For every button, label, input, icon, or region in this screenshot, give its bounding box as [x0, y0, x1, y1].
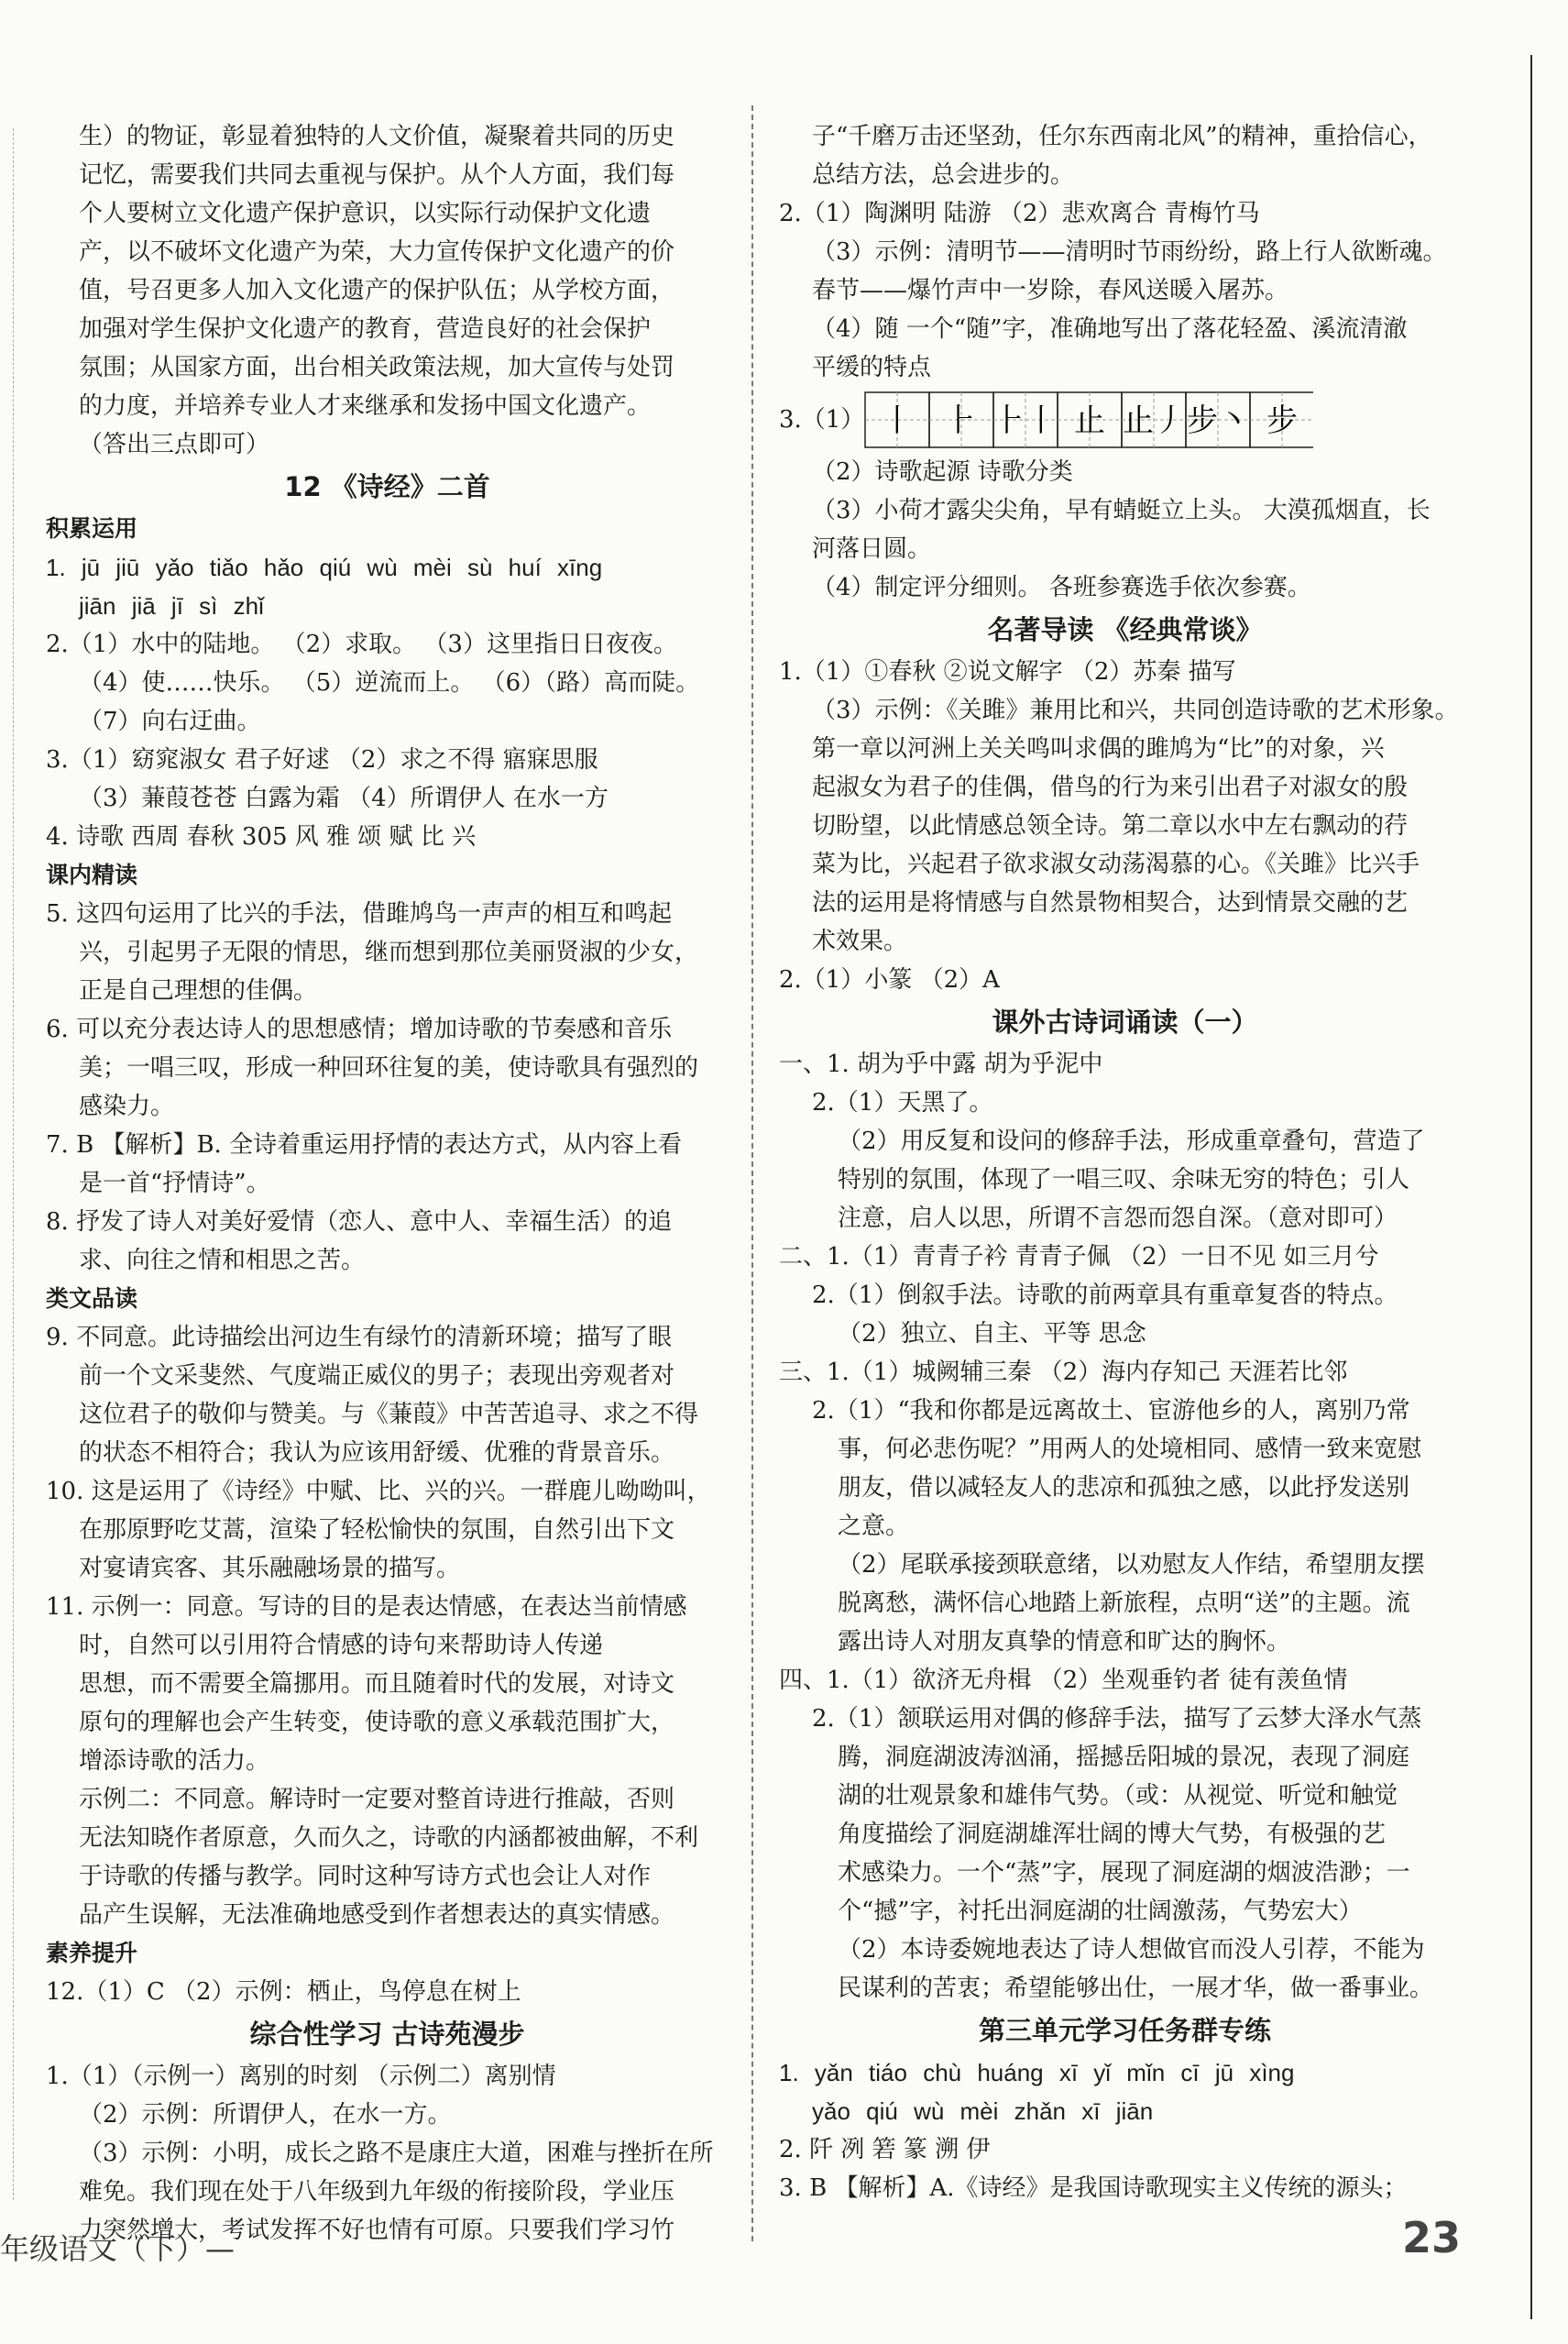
text-line: 示例二：不同意。解诗时一定要对整首诗进行推敲，否则 — [79, 1786, 675, 1813]
answer-1-cont: jiān jiā jī sì zhǐ — [79, 592, 264, 620]
text-line: 个人要树立文化遗产保护意识，以实际行动保护文化遗 — [79, 200, 652, 227]
text-line: 正是自己理想的佳偶。 — [79, 977, 318, 1005]
kw-3-1: 三、1.（1）城阙辅三秦 （2）海内存知己 天涯若比邻 — [779, 1359, 1348, 1386]
answer-12: 12.（1）C （2）示例：栖止，鸟停息在树上 — [46, 1978, 521, 2006]
column-divider — [751, 105, 753, 2241]
text-line: 平缓的特点 — [812, 354, 932, 381]
answer-3-4: （4）制定评分细则。 各班参赛选手依次参赛。 — [812, 574, 1311, 601]
text-line: 个“撼”字，衬托出洞庭湖的壮阔激荡，气势宏大） — [838, 1898, 1363, 1925]
text-line: 的状态不相符合；我认为应该用舒缓、优雅的背景音乐。 — [79, 1439, 675, 1467]
text-line: （4）随 一个“随”字，准确地写出了落花轻盈、溪流清澈 — [812, 315, 1408, 343]
text-line: 春节——爆竹声中一岁除，春风送暖入屠苏。 — [812, 277, 1289, 304]
answer-10: 10. 这是运用了《诗经》中赋、比、兴的兴。一群鹿儿呦呦叫， — [46, 1478, 711, 1505]
page-number: 23 — [1402, 2213, 1462, 2262]
text-line: 起淑女为君子的佳偶，借鸟的行为来引出君子对淑女的殷 — [812, 774, 1409, 801]
text-line: 2.（1）“我和你都是远离故土、宦游他乡的人，离别乃常 — [812, 1397, 1410, 1425]
section-heading: 积累运用 — [46, 515, 138, 542]
stroke-cell — [993, 392, 1058, 447]
text-line: 值，号召更多人加入文化遗产的保护队伍；从学校方面， — [79, 277, 675, 304]
text-line: 于诗歌的传播与教学。同时这种写诗方式也会让人对作 — [79, 1863, 652, 1890]
text-line: 美；一唱三叹，形成一种回环往复的美，使诗歌具有强烈的 — [79, 1054, 699, 1082]
left-margin-rule — [13, 128, 14, 2200]
answer-2: 2.（1）陶渊明 陆游 （2）悲欢离合 青梅竹马 — [779, 200, 1260, 227]
text-line: （2）本诗委婉地表达了诗人想做官而没人引荐，不能为 — [838, 1936, 1425, 1964]
u3-answer-2: 2. 阡 冽 箬 篆 溯 伊 — [779, 2136, 991, 2163]
answer-2: 2.（1）水中的陆地。 （2）求取。 （3）这里指日日夜夜。 — [46, 631, 677, 658]
text-line: 时，自然可以引用符合情感的诗句来帮助诗人传递 — [79, 1632, 604, 1659]
stroke-glyph: 步丶 — [1187, 402, 1250, 439]
text-line: 术效果。 — [812, 928, 908, 955]
zh-answer-1-2: （2）示例：所谓伊人，在水一方。 — [79, 2101, 452, 2129]
stroke-glyph: 止 — [1074, 402, 1106, 439]
text-line: 法的运用是将情感与自然景物相契合，达到情景交融的艺 — [812, 889, 1409, 917]
text-line: 求、向往之情和相思之苦。 — [79, 1247, 366, 1274]
section-title: 综合性学习 古诗苑漫步 — [249, 2019, 525, 2050]
text-line: 力突然增大，考试发挥不好也情有可原。只要我们学习竹 — [79, 2217, 675, 2244]
text-line: 加强对学生保护文化遗产的教育，营造良好的社会保护 — [79, 315, 652, 343]
text-line: 感染力。 — [79, 1093, 175, 1120]
kw-4-1: 四、1.（1）欲济无舟楫 （2）坐观垂钓者 徒有羡鱼情 — [779, 1667, 1348, 1694]
lesson-title: 12 《诗经》二首 — [284, 471, 490, 502]
answer-3-label: 3.（1） — [779, 406, 865, 434]
text-line: 是一首“抒情诗”。 — [79, 1170, 270, 1197]
text-line: （3）小荷才露尖尖角，早有蜻蜓立上头。 大漠孤烟直，长 — [812, 497, 1431, 524]
kw-1-1: 一、1. 胡为乎中露 胡为乎泥中 — [779, 1051, 1103, 1078]
stroke-glyph: 止丿 — [1123, 402, 1186, 439]
section-title: 名著导读 《经典常谈》 — [987, 614, 1263, 645]
stroke-glyph: 丨 — [882, 402, 914, 439]
footer-grade-label: 年级语文（下）— — [0, 2231, 236, 2266]
text-line: 前一个文采斐然、气度端正威仪的男子；表现出旁观者对 — [79, 1362, 675, 1390]
right-column — [779, 117, 1471, 2207]
text-line: 第一章以河洲上关关鸣叫求偶的雎鸠为“比”的对象，兴 — [812, 735, 1385, 763]
text-line: 思想，而不需要全篇挪用。而且随着时代的发展，对诗文 — [79, 1670, 675, 1698]
left-column — [46, 117, 729, 2250]
answer-5: 5. 这四句运用了比兴的手法，借雎鸠鸟一声声的相互和鸣起 — [46, 900, 673, 928]
text-line: 记忆，需要我们共同去重视与保护。从个人方面，我们每 — [79, 161, 675, 189]
text-line: 品产生误解，无法准确地感受到作者想表达的真实情感。 — [79, 1901, 675, 1929]
answer-4: 4. 诗歌 西周 春秋 305 风 雅 颂 赋 比 兴 — [46, 823, 477, 851]
text-line: 之意。 — [838, 1513, 910, 1540]
text-line: 注意，启人以思，所谓不言怨而怨自深。（意对即可） — [838, 1205, 1398, 1232]
text-line: 在那原野吃艾蒿，渲染了轻松愉快的氛围，自然引出下文 — [79, 1516, 675, 1544]
text-line: （3）示例：清明节——清明时节雨纷纷，路上行人欲断魂。 — [812, 238, 1447, 266]
answer-3-cont: （3）蒹葭苍苍 白露为霜 （4）所谓伊人 在水一方 — [79, 785, 609, 812]
stroke-cell — [1250, 392, 1313, 447]
stroke-order-grid — [864, 391, 1313, 449]
text-line: 河落日圆。 — [812, 535, 932, 563]
stroke-cell — [1186, 392, 1250, 447]
text-line: （3）示例：《关雎》兼用比和兴，共同创造诗歌的艺术形象。 — [812, 697, 1459, 724]
text-line: 湖的壮观景象和雄伟气势。（或：从视觉、听觉和触觉 — [838, 1782, 1398, 1810]
stroke-cell — [865, 392, 929, 447]
text-line: （2）用反复和设问的修辞手法，形成重章叠句，营造了 — [838, 1128, 1425, 1155]
stroke-order-row — [779, 387, 1471, 453]
text-line: 氛围；从国家方面，出台相关政策法规，加大宣传与处罚 — [79, 354, 675, 381]
text-line: 事，何必悲伤呢？”用两人的处境相同、感情一致来宽慰 — [838, 1436, 1422, 1463]
stroke-cell — [929, 392, 993, 447]
section-heading: 素养提升 — [46, 1940, 138, 1966]
text-line: 对宴请宾客、其乐融融场景的描写。 — [79, 1555, 461, 1582]
stroke-cell — [1122, 392, 1186, 447]
text-line: 角度描绘了洞庭湖雄浑壮阔的博大气势，有极强的艺 — [838, 1821, 1387, 1848]
text-line: 特别的氛围，体现了一唱三叹、余味无穷的特色；引人 — [838, 1166, 1410, 1194]
stroke-glyph: ⺊ — [946, 402, 978, 439]
text-line: 总结方法，总会进步的。 — [812, 161, 1075, 189]
answer-7: 7. B 【解析】B. 全诗着重运用抒情的表达方式，从内容上看 — [46, 1131, 683, 1159]
text-line: 脱离愁，满怀信心地踏上新旅程，点明“送”的主题。流 — [838, 1590, 1410, 1617]
text-line: 难免。我们现在处于八年级到九年级的衔接阶段，学业压 — [79, 2178, 675, 2206]
text-line: 生）的物证，彰显着独特的人文价值，凝聚着共同的历史 — [79, 123, 675, 150]
text-line: 术感染力。一个“蒸”字，展现了洞庭湖的烟波浩渺；一 — [838, 1859, 1410, 1887]
answer-2-cont: （7）向右迂曲。 — [79, 708, 261, 735]
u3-answer-1-cont: yǎo qiú wù mèi zhǎn xī jiān — [812, 2097, 1154, 2125]
stroke-glyph: 步 — [1266, 402, 1299, 439]
text-line: （2）尾联承接颈联意绪，以劝慰友人作结，希望朋友摆 — [838, 1551, 1425, 1579]
stroke-glyph: ⺊丨 — [994, 402, 1058, 439]
text-line: 产，以不破坏文化遗产为荣，大力宣传保护文化遗产的价 — [79, 238, 675, 266]
kw-1-2: 2.（1）天黑了。 — [812, 1089, 993, 1117]
right-edge-rule — [1530, 55, 1532, 2319]
mz-answer-1: 1.（1）①春秋 ②说文解字 （2）苏秦 描写 — [779, 658, 1236, 686]
kw-2-2b: （2）独立、自主、平等 思念 — [838, 1320, 1146, 1348]
kw-2-2: 2.（1）倒叙手法。诗歌的前两章具有重章复沓的特点。 — [812, 1282, 1398, 1309]
section-heading: 类文品读 — [46, 1285, 138, 1312]
u3-answer-1: 1. yǎn tiáo chù huáng xī yǐ mǐn cī jū xìng — [779, 2059, 1295, 2086]
text-line: 朋友，借以减轻友人的悲凉和孤独之感，以此抒发送别 — [838, 1474, 1410, 1502]
text-line: 民谋利的苦衷；希望能够出仕，一展才华，做一番事业。 — [838, 1975, 1434, 2002]
answer-3-2: （2）诗歌起源 诗歌分类 — [812, 458, 1073, 486]
stroke-cell — [1058, 392, 1122, 447]
answer-1: 1. jū jiū yǎo tiǎo hǎo qiú wù mèi sù huí xīng — [46, 554, 603, 581]
text-line: 2.（1）颔联运用对偶的修辞手法，描写了云梦大泽水气蒸 — [812, 1705, 1422, 1733]
text-line: 无法知晓作者原意，久而久之，诗歌的内涵都被曲解，不利 — [79, 1824, 699, 1852]
text-line: 原句的理解也会产生转变，使诗歌的意义承载范围扩大， — [79, 1709, 675, 1736]
mz-answer-2: 2.（1）小篆 （2）A — [779, 966, 1000, 994]
text-line: 腾，洞庭湖波涛汹涌，摇撼岳阳城的景况，表现了洞庭 — [838, 1744, 1410, 1771]
text-line: 露出诗人对朋友真挚的情意和旷达的胸怀。 — [838, 1628, 1291, 1656]
intro-paragraph — [46, 117, 729, 464]
text-line: （答出三点即可） — [79, 431, 270, 458]
answer-11: 11. 示例一：同意。写诗的目的是表达情感，在表达当前情感 — [46, 1593, 687, 1621]
answer-6: 6. 可以充分表达诗人的思想感情；增加诗歌的节奏感和音乐 — [46, 1016, 673, 1043]
text-line: 菜为比，兴起君子欲求淑女动荡渴慕的心。《关雎》比兴手 — [812, 851, 1420, 878]
text-line: 兴，引起男子无限的情思，继而想到那位美丽贤淑的少女， — [79, 939, 699, 966]
zh-answer-1: 1.（1）（示例一）离别的时刻 （示例二）离别情 — [46, 2063, 556, 2090]
answer-3: 3.（1）窈窕淑女 君子好逑 （2）求之不得 寤寐思服 — [46, 746, 598, 774]
answer-8: 8. 抒发了诗人对美好爱情（恋人、意中人、幸福生活）的追 — [46, 1208, 673, 1236]
text-line: （3）示例：小明，成长之路不是康庄大道，困难与挫折在所 — [79, 2140, 714, 2167]
u3-answer-3: 3. B 【解析】A.《诗经》是我国诗歌现实主义传统的源头； — [779, 2174, 1408, 2202]
section-title: 第三单元学习任务群专练 — [978, 2015, 1271, 2046]
answer-2-cont: （4）使……快乐。 （5）逆流而上。 （6）（路）高而陡。 — [79, 669, 700, 697]
text-line: 切盼望，以此情感总领全诗。第二章以水中左右飘动的荇 — [812, 812, 1409, 840]
text-line: 子“千磨万击还坚劲，任尔东西南北风”的精神，重拾信心， — [812, 123, 1432, 150]
text-line: 这位君子的敬仰与赞美。与《蒹葭》中苦苦追寻、求之不得 — [79, 1401, 699, 1428]
answer-9: 9. 不同意。此诗描绘出河边生有绿竹的清新环境；描写了眼 — [46, 1324, 673, 1351]
text-line: 增添诗歌的活力。 — [79, 1747, 270, 1775]
kw-2-1: 二、1.（1）青青子衿 青青子佩 （2）一日不见 如三月兮 — [779, 1243, 1379, 1271]
text-line: 的力度，并培养专业人才来继承和发扬中国文化遗产。 — [79, 392, 652, 420]
section-title: 课外古诗词诵读（一） — [992, 1007, 1258, 1038]
section-heading: 课内精读 — [46, 862, 138, 888]
